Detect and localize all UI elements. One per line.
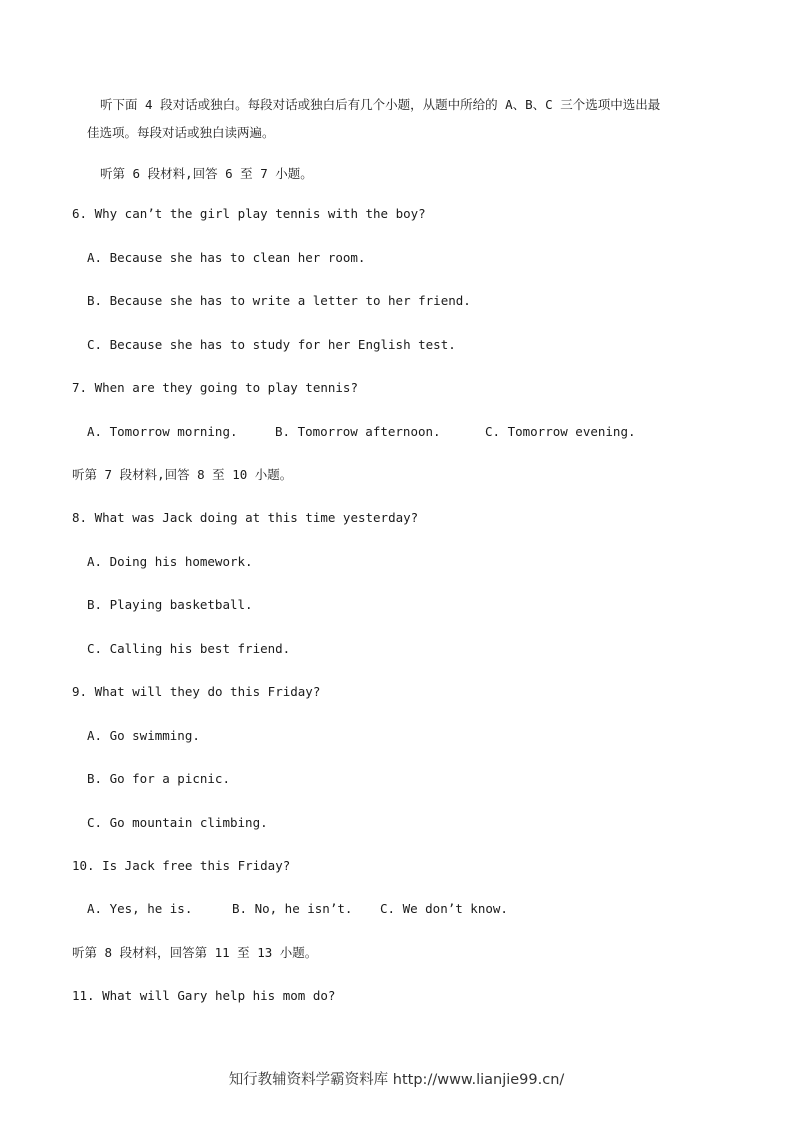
question-6-option-b: B. Because she has to write a letter to her friend. (87, 293, 471, 308)
question-10: 10. Is Jack free this Friday? (72, 858, 291, 873)
question-6: 6. Why can’t the girl play tennis with the boy? (72, 206, 426, 221)
question-9-option-a: A. Go swimming. (87, 728, 200, 743)
question-7-option-a: A. Tomorrow morning. (87, 424, 238, 439)
question-8-option-a: A. Doing his homework. (87, 554, 253, 569)
question-8: 8. What was Jack doing at this time yesterday? (72, 510, 419, 525)
section-heading-7: 听第 7 段材料,回答 8 至 10 小题。 (72, 467, 293, 482)
question-7: 7. When are they going to play tennis? (72, 380, 358, 395)
question-7-option-b: B. Tomorrow afternoon. (275, 424, 441, 439)
question-9: 9. What will they do this Friday? (72, 684, 321, 699)
question-8-option-c: C. Calling his best friend. (87, 641, 291, 656)
question-9-option-b: B. Go for a picnic. (87, 771, 230, 786)
question-6-option-c: C. Because she has to study for her English test. (87, 337, 456, 352)
intro-line-2: 佳选项。每段对话或独白读两遍。 (87, 125, 275, 140)
question-6-option-a: A. Because she has to clean her room. (87, 250, 366, 265)
question-10-option-c: C. We don’t know. (380, 901, 508, 916)
question-10-option-b: B. No, he isn’t. (232, 901, 353, 916)
question-9-option-c: C. Go mountain climbing. (87, 815, 268, 830)
section-heading-6: 听第 6 段材料,回答 6 至 7 小题。 (100, 166, 313, 181)
question-7-options (0, 423, 793, 441)
section-heading-8: 听第 8 段材料，回答第 11 至 13 小题。 (72, 945, 318, 960)
question-10-options (0, 900, 793, 918)
question-8-option-b: B. Playing basketball. (87, 597, 253, 612)
intro-line-1: 听下面 4 段对话或独白。每段对话或独白后有几个小题，从题中所给的 A、B、C 三个选项中选出最 (100, 97, 661, 112)
footer-watermark: 知行教辅资料学霸资料库 http://www.lianjie99.cn/ (228, 1072, 565, 1088)
question-10-option-a: A. Yes, he is. (87, 901, 193, 916)
question-7-option-c: C. Tomorrow evening. (485, 424, 636, 439)
question-11: 11. What will Gary help his mom do? (72, 988, 336, 1003)
